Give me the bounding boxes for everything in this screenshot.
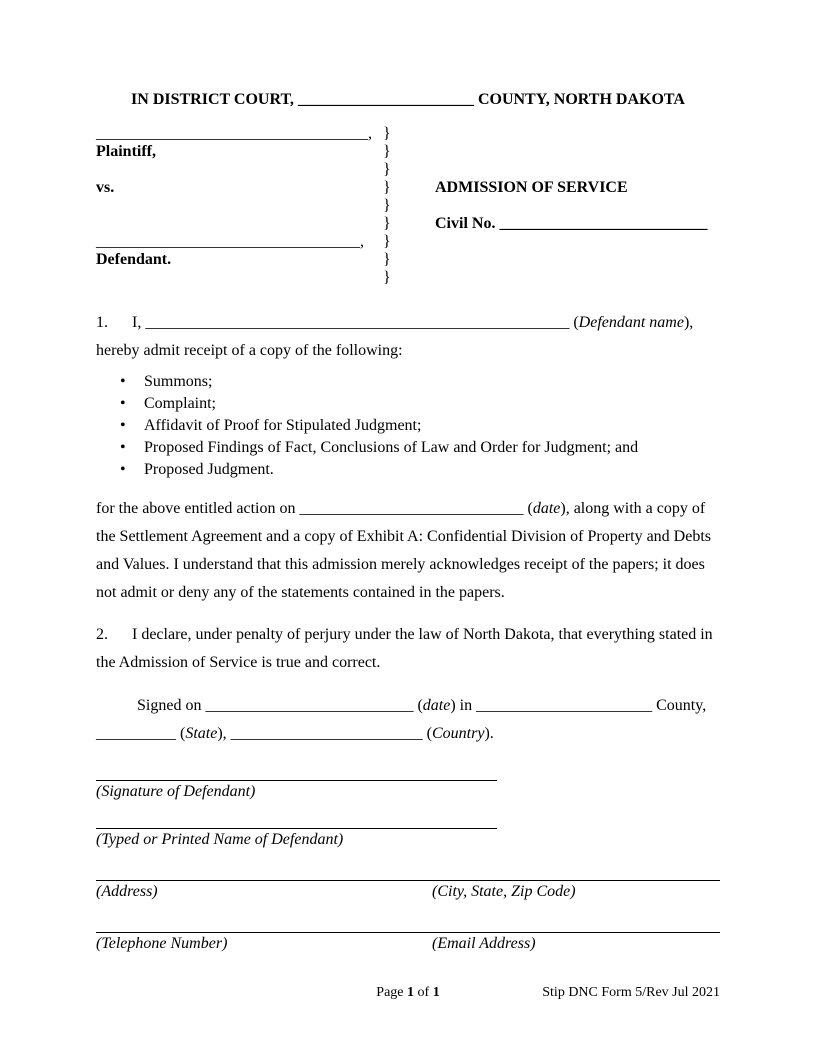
continuation-pre: for the above entitled action on bbox=[96, 500, 300, 517]
caption-bracket: } bbox=[383, 215, 391, 232]
telephone-email-line bbox=[96, 932, 720, 933]
civil-no-blank: __________________________ bbox=[499, 215, 708, 232]
caption-spacer bbox=[96, 161, 383, 179]
paren-open: ( bbox=[569, 314, 579, 331]
caption-bracket: } bbox=[383, 179, 391, 196]
caption-title-column bbox=[435, 125, 720, 287]
caption-bracket: } bbox=[383, 251, 391, 268]
documents-list bbox=[120, 371, 720, 481]
caption-bracket: } bbox=[383, 269, 391, 286]
page-total-value: 1 bbox=[432, 985, 440, 1000]
date-hint: date bbox=[532, 500, 561, 517]
caption-brackets-column bbox=[383, 125, 435, 287]
county-text: County, bbox=[652, 697, 707, 714]
list-item bbox=[120, 437, 720, 459]
page-title bbox=[96, 90, 720, 109]
plaintiff-label: Plaintiff, bbox=[96, 143, 156, 160]
list-item-text: Summons; bbox=[144, 373, 213, 390]
paren-open: ( bbox=[413, 697, 423, 714]
list-item bbox=[120, 459, 720, 481]
signature-label: (Signature of Defendant) bbox=[96, 783, 256, 800]
plaintiff-name-blank: __________________________________, bbox=[96, 125, 372, 142]
telephone-label: (Telephone Number) bbox=[96, 935, 228, 952]
document-heading: ADMISSION OF SERVICE bbox=[435, 179, 628, 196]
continuation-text: along with a copy of the Settlement Agreement and a copy of Exhibit A: Confidential Division of Property and Debts and Values. I understand that this admission merely acknowledges receipt of the papers; it does not admit or deny any of the statements contained in the papers. bbox=[96, 500, 711, 601]
paragraph-1 bbox=[96, 309, 720, 365]
title-text-pre: IN DISTRICT COURT, bbox=[131, 91, 298, 108]
paragraph-1-continued bbox=[96, 495, 720, 607]
caption-spacer bbox=[435, 197, 720, 215]
service-date-blank: ____________________________ bbox=[299, 500, 524, 517]
caption-bracket: } bbox=[383, 143, 391, 160]
title-text-post: COUNTY, NORTH DAKOTA bbox=[473, 91, 685, 108]
form-revision: Stip DNC Form 5/Rev Jul 2021 bbox=[542, 985, 720, 1000]
paren-close: ). bbox=[484, 725, 494, 742]
bullet-icon: • bbox=[120, 395, 126, 412]
vs-label: vs. bbox=[96, 179, 115, 196]
typed-name-label: (Typed or Printed Name of Defendant) bbox=[96, 831, 344, 848]
paren-close: ), bbox=[683, 314, 694, 331]
paragraph-1-number: 1. bbox=[96, 314, 108, 331]
caption-spacer bbox=[435, 143, 720, 161]
signed-on-paragraph bbox=[96, 692, 720, 748]
country-hint: Country bbox=[431, 725, 485, 742]
page-word: Page bbox=[376, 985, 408, 1000]
paragraph-1-lead: I, bbox=[132, 314, 146, 331]
state-hint: State bbox=[185, 725, 218, 742]
state-blank: __________ bbox=[96, 725, 176, 742]
address-label: (Address) bbox=[96, 883, 158, 900]
of-word: of bbox=[414, 985, 433, 1000]
address-line bbox=[96, 880, 720, 881]
defendant-label: Defendant. bbox=[96, 251, 172, 268]
defendant-name-blank: _________________________________, bbox=[96, 233, 364, 250]
typed-name-line bbox=[96, 828, 497, 829]
bullet-icon: • bbox=[120, 417, 126, 434]
bullet-icon: • bbox=[120, 461, 126, 478]
caption-bracket: } bbox=[383, 161, 391, 178]
defendant-name-fill-blank: _____________________________________________________ bbox=[145, 314, 570, 331]
paren-close: ), bbox=[217, 725, 231, 742]
paren-open: ( bbox=[176, 725, 186, 742]
paren-open: ( bbox=[422, 725, 432, 742]
caption-spacer bbox=[435, 161, 720, 179]
list-item-text: Proposed Findings of Fact, Conclusions of Law and Order for Judgment; and bbox=[144, 439, 639, 456]
list-item-text: Affidavit of Proof for Stipulated Judgment; bbox=[144, 417, 422, 434]
bullet-icon: • bbox=[120, 439, 126, 456]
list-item bbox=[120, 415, 720, 437]
signed-date-blank: __________________________ bbox=[205, 697, 414, 714]
civil-no-line bbox=[435, 215, 720, 233]
page-number-value: 1 bbox=[407, 985, 415, 1000]
caption-spacer bbox=[96, 215, 383, 233]
list-item bbox=[120, 371, 720, 393]
paren-open: ( bbox=[523, 500, 533, 517]
email-label: (Email Address) bbox=[432, 935, 536, 952]
caption-bracket: } bbox=[383, 197, 391, 214]
date-hint: date bbox=[422, 697, 451, 714]
paragraph-2-text: I declare, under penalty of perjury under the law of North Dakota, that everything stated in the Admission of Service is true and correct. bbox=[96, 626, 713, 671]
county-blank: ______________________ bbox=[476, 697, 653, 714]
county-name-blank: ______________________ bbox=[297, 91, 474, 108]
page-footer bbox=[96, 984, 720, 1004]
paragraph-1-text: hereby admit receipt of a copy of the following: bbox=[96, 342, 403, 359]
caption-spacer bbox=[435, 125, 720, 143]
case-caption bbox=[96, 125, 720, 287]
telephone-email-label-row bbox=[96, 935, 720, 953]
defendant-name-hint: Defendant name bbox=[578, 314, 684, 331]
bullet-icon: • bbox=[120, 373, 126, 390]
signature-line bbox=[96, 780, 497, 781]
paragraph-2-number: 2. bbox=[96, 626, 108, 643]
signed-on-pre: Signed on bbox=[137, 697, 206, 714]
caption-bracket: } bbox=[383, 125, 391, 142]
civil-no-label: Civil No. bbox=[435, 215, 500, 232]
address-label-row bbox=[96, 883, 720, 901]
paren-close: ), bbox=[560, 500, 574, 517]
paragraph-2 bbox=[96, 621, 720, 677]
city-state-zip-label: (City, State, Zip Code) bbox=[432, 883, 576, 900]
country-blank: ________________________ bbox=[230, 725, 423, 742]
list-item bbox=[120, 393, 720, 415]
caption-bracket: } bbox=[383, 233, 391, 250]
caption-spacer bbox=[96, 197, 383, 215]
caption-parties-column bbox=[96, 125, 383, 287]
signed-in-text: ) in bbox=[450, 697, 477, 714]
list-item-text: Proposed Judgment. bbox=[144, 461, 274, 478]
list-item-text: Complaint; bbox=[144, 395, 216, 412]
